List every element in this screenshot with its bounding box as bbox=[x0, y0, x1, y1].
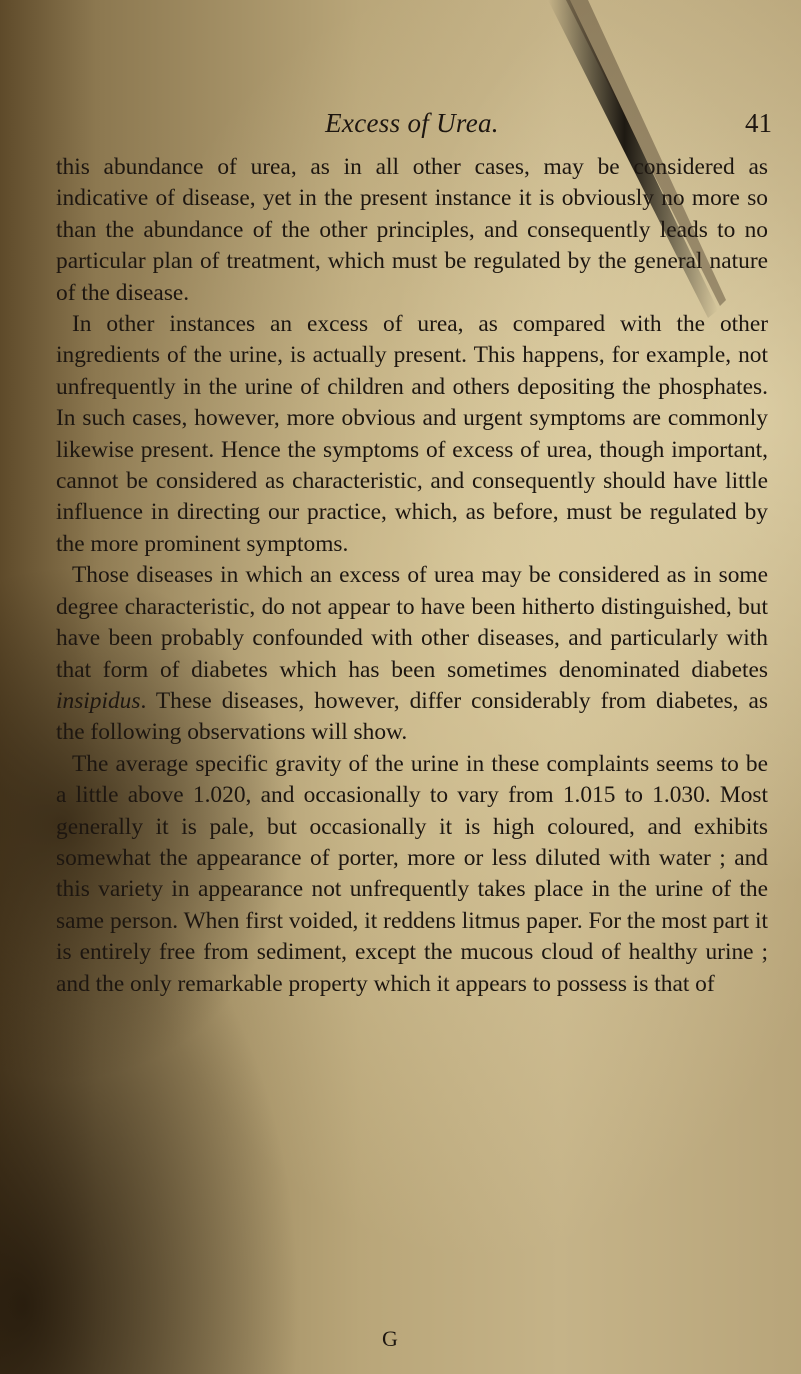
paragraph-3-text-start: Those diseases in which an excess of urea may be considered as in some degree characteristic, do not appear to have been hitherto distinguished, but have been probably confounded with other diseases, and particularly with that form of diabetes which has been sometimes denominated diabetes bbox=[56, 562, 768, 683]
signature-mark: G bbox=[382, 1326, 398, 1351]
paragraph-2: In other instances an excess of urea, as compared with the other ingredients of the urine, is actually present. This happens, for example, not unfrequently in the urine of children and others depositing the phosphates. In such cases, however, more obvious and urgent symptoms are commonly likewise present. Hence the symptoms of excess of urea, though important, cannot be considered as characteristic, and consequently should have little influence in directing our practice, which, as before, must be regulated by the more prominent symptoms. bbox=[56, 311, 768, 557]
paragraph-3-italic-term: insipidus bbox=[56, 687, 141, 714]
page-number: 41 bbox=[745, 108, 772, 138]
running-title: Excess of Urea. bbox=[325, 108, 499, 138]
page-header bbox=[56, 108, 772, 152]
paragraph-3 bbox=[56, 560, 768, 748]
paragraph-1: this abundance of urea, as in all other cases, may be considered as indicative of disease, yet in the present instance it is obviously no more so than the abundance of the other principles, and consequently leads to no particular plan of treatment, which must be regulated by the general nature of the disease. bbox=[56, 154, 768, 306]
book-page bbox=[56, 108, 772, 1000]
body-text bbox=[56, 152, 768, 1000]
paragraph-3-text-end: . These diseases, however, differ considerably from diabetes, as the following observations will show. bbox=[56, 687, 768, 746]
paragraph-4: The average specific gravity of the urine in these complaints seems to be a little above 1.020, and occasionally to vary from 1.015 to 1.030. Most generally it is pale, but occasionally it is high coloured, and exhibits somewhat the appearance of porter, more or less diluted with water ; and this variety in appearance not unfrequently takes place in the urine of the same person. When first voided, it reddens litmus paper. For the most part it is entirely free from sediment, except the mucous cloud of healthy urine ; and the only remarkable property which it appears to possess is that of bbox=[56, 750, 768, 997]
